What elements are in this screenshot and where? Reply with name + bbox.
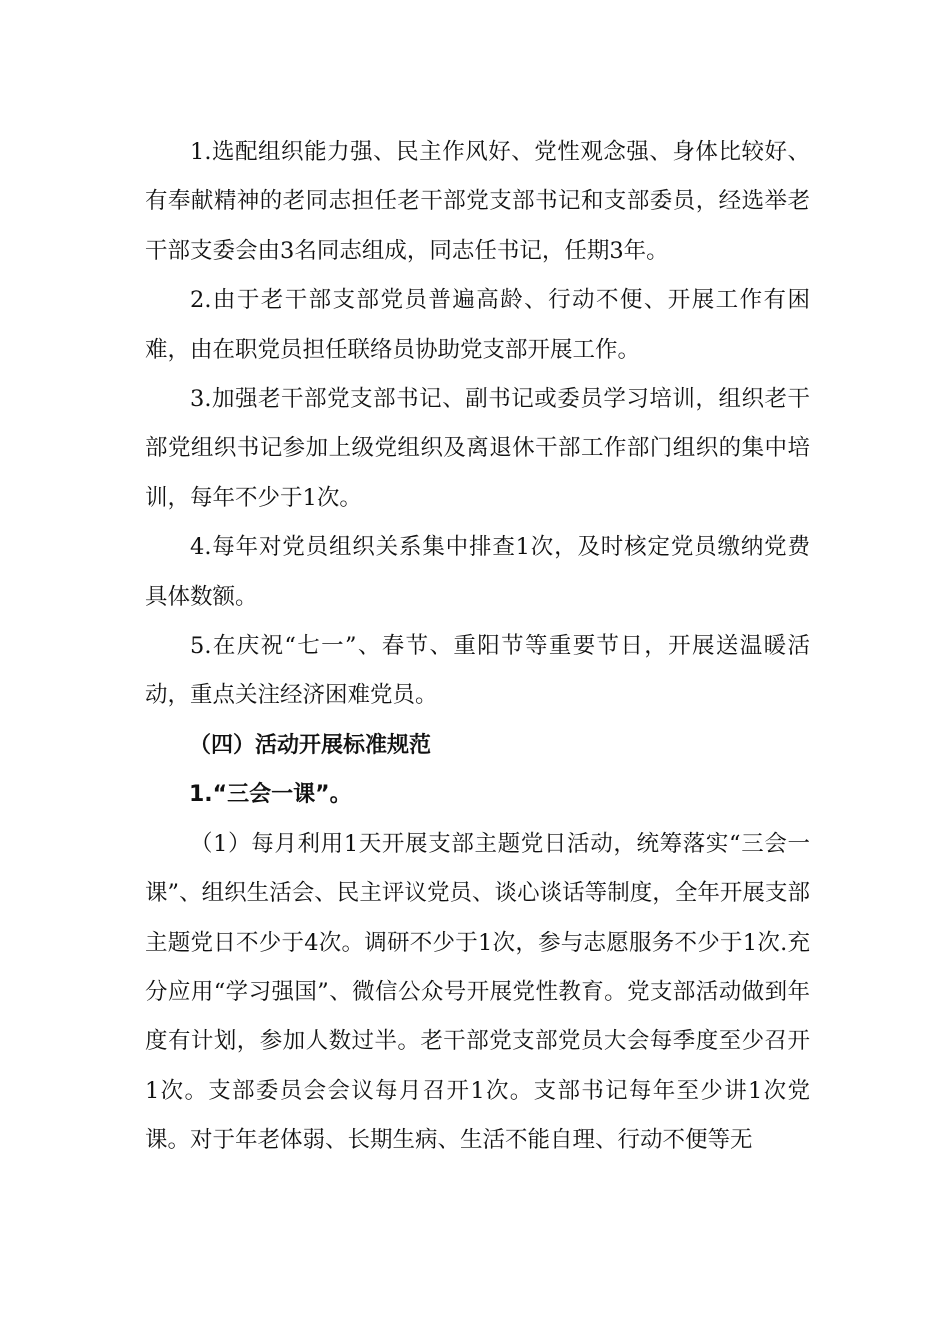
document-body — [145, 128, 810, 1166]
paragraph-5: 5.在庆祝“七一”、春节、重阳节等重要节日，开展送温暖活动，重点关注经济困难党员。 — [145, 633, 810, 709]
subsection-heading: 1.“三会一课”。 — [189, 782, 352, 808]
paragraph-6: （1）每月利用1天开展支部主题党日活动，统筹落实“三会一课”、组织生活会、民主评议党员、谈心谈话等制度，全年开展支部主题党日不少于4次。调研不少于1次，参与志愿服务不少于1次.充分应用“学习强国”、微信公众号开展党性教育。党支部活动做到年度有计划，参加人数过半。老干部党支部党员大会每季度至少召开1次。支部委员会会议每月召开1次。支部书记每年至少讲1次党课。对于年老体弱、长期生病、生活不能自理、行动不便等无 — [145, 830, 810, 1154]
paragraph-2: 2.由于老干部支部党员普遍高龄、行动不便、开展工作有困难，由在职党员担任联络员协助党支部开展工作。 — [145, 287, 810, 363]
paragraph-4: 4.每年对党员组织关系集中排查1次，及时核定党员缴纳党费具体数额。 — [145, 534, 810, 610]
section-heading: （四）活动开展标准规范 — [189, 732, 432, 758]
paragraph-1: 1.选配组织能力强、民主作风好、党性观念强、身体比较好、有奉献精神的老同志担任老干部党支部书记和支部委员，经选举老干部支委会由3名同志组成，同志任书记，任期3年。 — [145, 139, 810, 264]
paragraph-3: 3.加强老干部党支部书记、副书记或委员学习培训，组织老干部党组织书记参加上级党组织及离退休干部工作部门组织的集中培训，每年不少于1次。 — [145, 386, 810, 511]
